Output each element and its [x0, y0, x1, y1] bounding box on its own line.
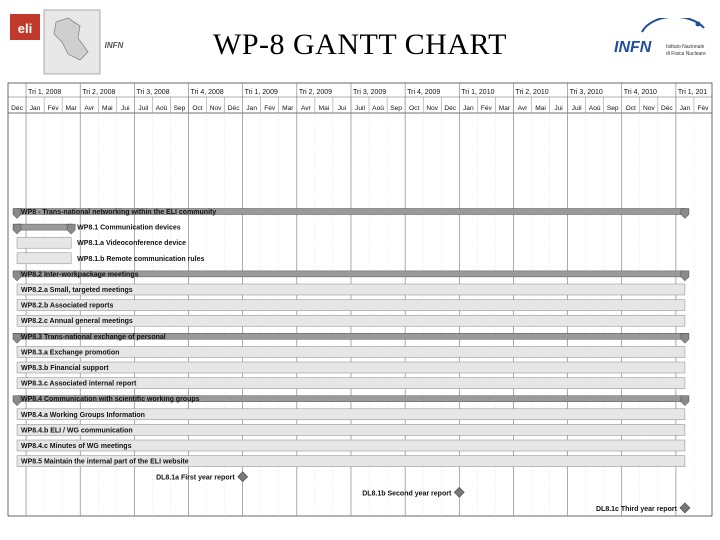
month-tick-label: Jui [337, 105, 347, 112]
task-bar [17, 362, 685, 373]
task-label: WP8.3 Trans-national exchange of personal [21, 333, 166, 341]
month-tick-label: Déc [11, 105, 23, 112]
task-label: WP8.5 Maintain the internal part of the ELI website [21, 458, 189, 466]
task-bar [17, 237, 71, 248]
month-tick-label: Mai [535, 105, 546, 112]
month-tick-label: Jan [679, 105, 691, 112]
quarter-tick-label: Tri 1, 201 [677, 89, 708, 96]
month-tick-label: Oct [625, 105, 636, 112]
month-tick-label: Oct [192, 105, 203, 112]
quarter-tick-label: Tri 1, 2009 [244, 89, 278, 96]
month-tick-label: Jui [554, 105, 563, 112]
task-label: WP8.3.a Exchange promotion [21, 349, 120, 357]
month-tick-label: Juil [138, 105, 149, 112]
month-tick-label: Fév [697, 105, 709, 112]
page-title: WP-8 GANTT CHART [213, 28, 507, 61]
quarter-tick-label: Tri 1, 2008 [28, 89, 62, 96]
month-tick-label: Déc [444, 105, 457, 112]
task-label: WP8.4.c Minutes of WG meetings [21, 443, 132, 450]
month-tick-label: Mar [65, 105, 77, 112]
task-label: WP8.3.b Financial support [21, 365, 109, 372]
quarter-tick-label: Tri 3, 2008 [136, 89, 170, 96]
month-tick-label: Sep [606, 105, 619, 112]
task-label: WP8.4 Communication with scientific working groups [21, 396, 200, 404]
quarter-tick-label: Tri 4, 2008 [190, 89, 224, 96]
month-tick-label: Nov [209, 105, 222, 112]
quarter-tick-label: Tri 3, 2009 [352, 89, 387, 96]
month-tick-label: Sep [173, 105, 186, 112]
eli-logo-text: eli [17, 21, 33, 36]
month-tick-label: Avr [300, 105, 311, 112]
infn-logo-text: INFN [614, 39, 652, 56]
task-label: WP8.1.b Remote communication rules [77, 255, 205, 263]
month-tick-label: Mar [498, 105, 511, 112]
month-tick-label: Jan [246, 105, 258, 112]
month-tick-label: Oct [409, 105, 420, 112]
task-label: WP8.1 Communication devices [77, 224, 181, 232]
month-tick-label: Jui [121, 105, 130, 112]
month-tick-label: Mai [318, 105, 330, 112]
quarter-tick-label: Tri 1, 2010 [461, 89, 495, 96]
month-tick-label: Fév [480, 105, 492, 112]
month-tick-label: Nov [642, 105, 655, 112]
month-tick-label: Nov [426, 105, 439, 112]
task-label: WP8.2.b Associated reports [21, 302, 114, 310]
month-tick-label: Sep [390, 105, 402, 112]
month-tick-label: Déc [227, 105, 240, 112]
month-tick-label: Fév [264, 105, 276, 112]
task-label: DL8.1c Third year report [596, 505, 677, 513]
month-tick-label: Aoû [372, 105, 384, 112]
month-tick-label: Juil [571, 105, 582, 112]
infn-small-logo-text: INFN [104, 41, 124, 50]
task-bar [17, 253, 71, 264]
task-label: WP8.2.c Annual general meetings [21, 318, 133, 326]
task-label: WP8.4.b ELI / WG communication [21, 427, 133, 435]
quarter-tick-label: Tri 2, 2008 [82, 89, 116, 96]
summary-bar [17, 224, 71, 230]
task-label: WP8 - Trans-national networking within the ELI community [21, 209, 217, 216]
infn-logo-subtitle-1: Istituto Nazionale [666, 44, 705, 50]
task-label: WP8.2 Inter-workpackage meetings [21, 271, 139, 279]
task-bar [17, 300, 685, 311]
month-tick-label: Juil [355, 105, 365, 112]
month-tick-label: Fév [47, 105, 59, 112]
month-tick-label: Mai [101, 105, 113, 112]
month-tick-label: Aoû [155, 105, 168, 112]
quarter-tick-label: Tri 2, 2010 [515, 89, 549, 96]
quarter-tick-label: Tri 2, 2009 [298, 89, 333, 96]
month-tick-label: Aoû [588, 105, 601, 112]
month-tick-label: Jan [462, 105, 474, 112]
task-label: DL8.1b Second year report [362, 490, 452, 498]
task-label: WP8.2.a Small, targeted meetings [21, 287, 133, 294]
task-label: DL8.1a First year report [156, 474, 235, 482]
month-tick-label: Jan [29, 105, 41, 112]
month-tick-label: Avr [517, 105, 528, 112]
quarter-tick-label: Tri 4, 2009 [407, 89, 441, 96]
task-label: WP8.1.a Videoconference device [77, 240, 186, 248]
task-label: WP8.4.a Working Groups Information [21, 411, 145, 419]
task-label: WP8.3.c Associated internal report [21, 380, 137, 388]
month-tick-label: Avr [84, 105, 95, 112]
infn-logo-subtitle-2: di Fisica Nucleare [666, 51, 706, 57]
month-tick-label: Déc [661, 105, 673, 112]
month-tick-label: Mar [282, 105, 294, 112]
quarter-tick-label: Tri 4, 2010 [623, 89, 657, 96]
quarter-tick-label: Tri 3, 2010 [569, 89, 603, 96]
